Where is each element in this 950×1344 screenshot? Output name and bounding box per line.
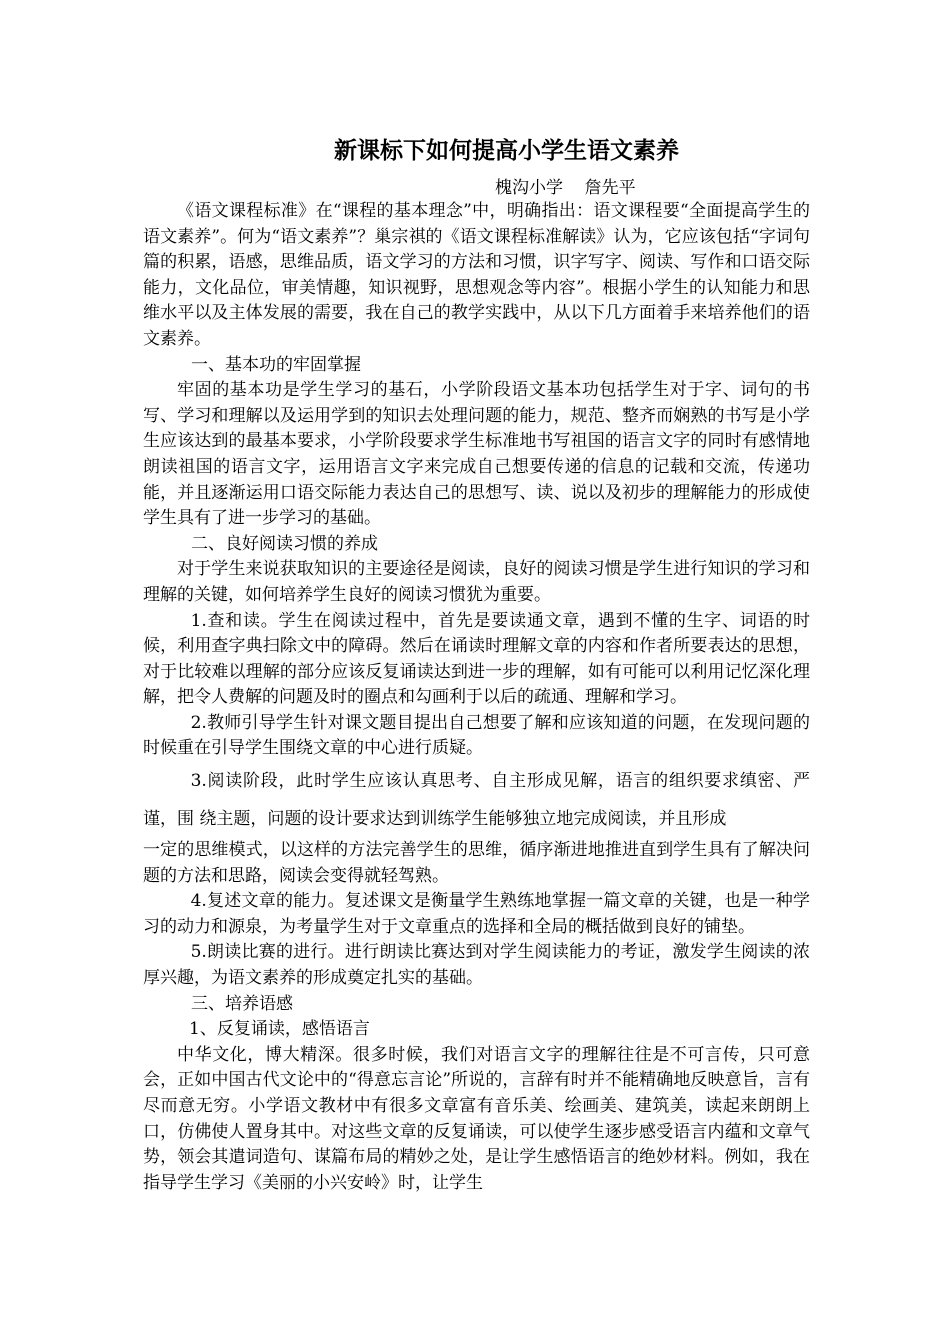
section-heading-2: 二、良好阅读习惯的养成 — [191, 533, 378, 554]
section-subheading-3-1: 1、反复诵读，感悟语言 — [189, 1019, 370, 1040]
reading-habit-item-3b: 一定的思维模式，以这样的方法完善学生的思维，循序渐进地推进直到学生具有了解决问题的方法和思路，阅读会变得就轻驾熟。 — [143, 840, 810, 886]
reading-habit-item-2: 2.教师引导学生针对课文题目提出自己想要了解和应该知道的问题，在发现问题的时候重在引导学生围绕文章的中心进行质疑。 — [143, 712, 810, 759]
reading-habit-item-5: 5.朗读比赛的进行。进行朗读比赛达到对学生阅读能力的考证，激发学生阅读的浓厚兴趣，为语文素养的形成奠定扎实的基础。 — [143, 942, 810, 989]
intro-paragraph: 《语文课程标准》在“课程的基本理念”中，明确指出：语文课程要“全面提高学生的语文素养”。何为“语文素养”？巢宗祺的《语文课程标准解读》认为，它应该包括“字词句篇的积累，语感，思维品质，语文学习的方法和习惯，识字写字、阅读、写作和口语交际能力，文化品位，审美情趣，知识视野，思想观念等内容”。根据小学生的认知能力和思维水平以及主体发展的需要，我在自己的教学实践中，从以下几方面着手来培养他们的语文素养。 — [143, 201, 810, 349]
section-heading-3: 三、培养语感 — [191, 993, 293, 1014]
reading-habit-item-3a: 3.阅读阶段，此时学生应该认真思考、自主形成见解，语言的组织要求缜密、严谨，围 绕主题，问题的设计要求达到训练学生能够独立地完成阅读，并且形成 — [143, 771, 810, 830]
reading-habit-item-1: 1.查和读。学生在阅读过程中，首先是要读通文章，遇到不懂的生字、词语的时候，利用查字典扫除文中的障碍。然后在诵读时理解文章的内容和作者所要表达的思想，对于比较难以理解的部分应该反复诵读达到进一步的理解，如有可能可以利用记忆深化理解，把令人费解的问题及时的圈点和勾画利于以后的疏通、理解和学习。 — [143, 610, 810, 708]
section-body-1: 牢固的基本功是学生学习的基石，小学阶段语文基本功包括学生对于字、词句的书写、学习和理解以及运用学到的知识去处理问题的能力，规范、整齐而娴熟的书写是小学生应该达到的最基本要求，小学阶段要求学生标准地书写祖国的语言文字的同时有感情地朗读祖国的语言文字，运用语言文字来完成自己想要传递的信息的记载和交流，传递功能，并且逐渐运用口语交际能力表达自己的思想写、读、说以及初步的理解能力的形成使学生具有了进一步学习的基础。 — [143, 380, 810, 529]
document-title: 新课标下如何提高小学生语文素养 — [334, 138, 679, 164]
section-heading-1: 一、基本功的牢固掌握 — [191, 354, 361, 375]
section-body-3: 中华文化，博大精深。很多时候，我们对语言文字的理解往往是不可言传，只可意会，正如中国古代文论中的“得意忘言论”所说的，言辞有时并不能精确地反映意旨，言有尽而意无穷。小学语文教材中有很多文章富有音乐美、绘画美、建筑美，读起来朗朗上口，仿佛使人置身其中。对这些文章的反复诵读，可以使学生逐步感受语言内蕴和文章气势，领会其遣词造句、谋篇布局的精妙之处，是让学生感悟语言的绝妙材料。例如，我在指导学生学习《美丽的小兴安岭》时，让学生 — [143, 1044, 810, 1193]
author-byline: 槐沟小学 詹先平 — [495, 178, 636, 198]
section-body-2: 对于学生来说获取知识的主要途径是阅读，良好的阅读习惯是学生进行知识的学习和理解的关键，如何培养学生良好的阅读习惯犹为重要。 — [143, 559, 810, 605]
reading-habit-item-4: 4.复述文章的能力。复述课文是衡量学生熟练地掌握一篇文章的关键，也是一种学习的动力和源泉，为考量学生对于文章重点的选择和全局的概括做到良好的铺垫。 — [143, 891, 810, 937]
